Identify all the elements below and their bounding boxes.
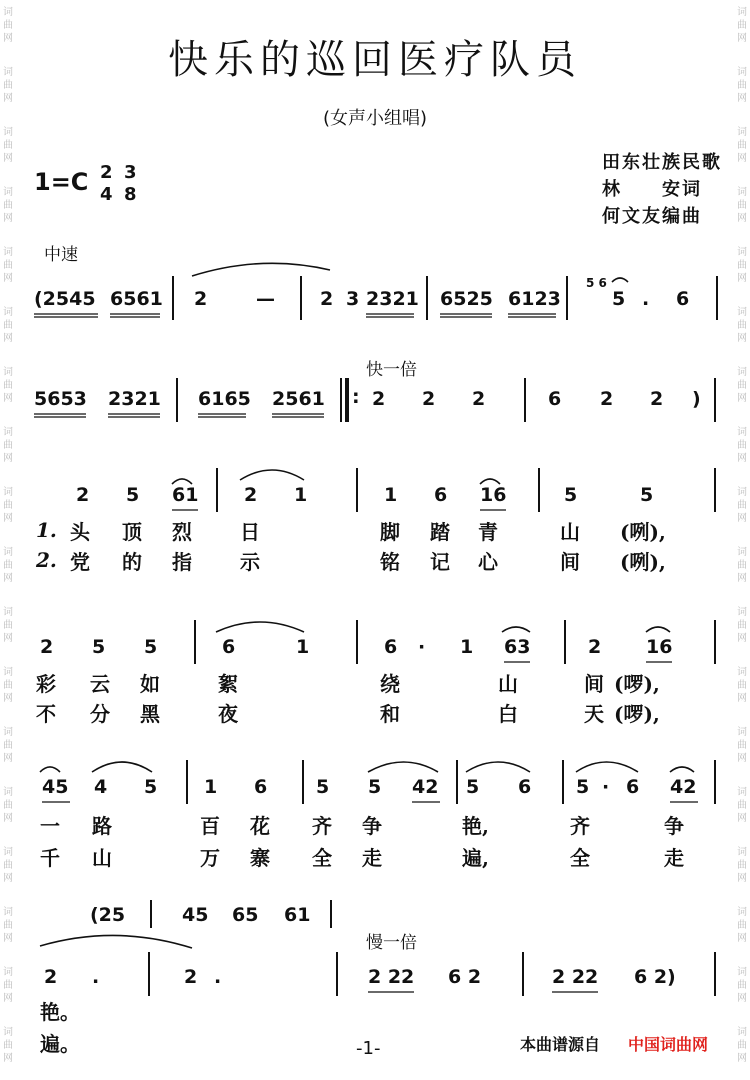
watermark-text: 词 曲 网	[3, 7, 13, 44]
note-dot: ·	[602, 776, 610, 798]
note: 1	[204, 776, 218, 798]
note: 2	[76, 484, 90, 506]
lyric: 千	[40, 846, 60, 870]
repeat-dots: :	[352, 386, 360, 408]
lyric: 走	[362, 846, 382, 870]
lyric: 脚	[380, 520, 400, 544]
slur	[480, 479, 500, 484]
watermark-text: 词 曲 网	[3, 247, 13, 284]
lyric: 全	[312, 846, 332, 870]
tempo-faster: 快一倍	[366, 360, 417, 380]
note-dot: .	[642, 288, 650, 310]
lyric-ending-verse-1: 艳。	[40, 1000, 80, 1024]
watermark-text: 词 曲 网	[3, 787, 13, 824]
watermark-text: 词 曲 网	[737, 127, 747, 164]
note: 4	[94, 776, 108, 798]
slur	[92, 762, 152, 772]
note-group: 2 22	[368, 966, 415, 988]
page-number: -1-	[356, 1038, 381, 1059]
lyric: 絮	[218, 672, 238, 696]
note: 2	[320, 288, 334, 310]
lyric: 绕	[380, 672, 400, 696]
tempo-slower: 慢一倍	[366, 933, 417, 953]
note: 5	[612, 288, 626, 310]
watermark-text: 词 曲 网	[737, 607, 747, 644]
time-sig-a-den: 4	[100, 184, 113, 205]
note: 2	[588, 636, 602, 658]
watermark-text: 词 曲 网	[3, 547, 13, 584]
lyric: 彩	[36, 672, 56, 696]
lyric: 艳,	[462, 814, 489, 838]
lyric: 间	[560, 550, 580, 574]
lyric: 党	[70, 550, 90, 574]
note-group: 2561	[272, 388, 325, 410]
watermark-text: 词 曲 网	[737, 907, 747, 944]
watermark-text: 词 曲 网	[3, 1027, 13, 1064]
lyric: 云	[90, 672, 110, 696]
watermark-text: 词 曲 网	[737, 7, 747, 44]
watermark-text: 词 曲 网	[3, 187, 13, 224]
note: 3	[346, 288, 360, 310]
watermark-text: 词 曲 网	[737, 247, 747, 284]
lyric: 夜	[218, 702, 238, 726]
note: 5	[368, 776, 382, 798]
watermark-text: 词 曲 网	[3, 967, 13, 1004]
slur	[502, 627, 530, 632]
note: 5	[144, 776, 158, 798]
note-group: 6 2)	[634, 966, 676, 988]
lyric: 天	[584, 702, 604, 726]
note-group: 6123	[508, 288, 561, 310]
note-group: 42	[670, 776, 697, 798]
watermark-text: 词 曲 网	[3, 607, 13, 644]
note-group: (2545	[34, 288, 96, 310]
note-group: 61	[172, 484, 199, 506]
lyric: 烈	[172, 520, 192, 544]
lyric: 山	[560, 520, 580, 544]
note: 6	[676, 288, 690, 310]
lyric: 万	[200, 846, 220, 870]
note: 1	[294, 484, 308, 506]
note: 2	[372, 388, 386, 410]
note-group: 6165	[198, 388, 251, 410]
time-sig-b-num: 3	[124, 162, 137, 183]
lyric: 头	[70, 520, 90, 544]
watermark-text: 词 曲 网	[737, 727, 747, 764]
lyric: 争	[664, 814, 684, 838]
note: 5	[126, 484, 140, 506]
tempo-start: 中速	[44, 245, 78, 265]
note-group: 6 2	[448, 966, 482, 988]
note: 1	[296, 636, 310, 658]
lyric: 不	[36, 702, 56, 726]
lyric: 走	[664, 846, 684, 870]
lyric: 路	[92, 814, 112, 838]
lyric: 花	[250, 814, 270, 838]
note-group: 42	[412, 776, 439, 798]
note: 2	[472, 388, 486, 410]
slur	[670, 767, 694, 772]
lyric: 间	[584, 672, 604, 696]
lyric: 分	[90, 702, 110, 726]
lyric: (啰),	[614, 672, 660, 696]
watermark-text: 词 曲 网	[737, 307, 747, 344]
watermark-text: 词 曲 网	[3, 667, 13, 704]
accompaniment-notes: 65	[232, 904, 259, 926]
lyric: 铭	[380, 550, 400, 574]
note-dot: ·	[418, 636, 426, 658]
watermark-text: 词 曲 网	[3, 367, 13, 404]
lyric: (咧),	[620, 520, 666, 544]
note: 2	[44, 966, 58, 988]
slur	[646, 627, 670, 632]
credit-arranger: 何文友编曲	[602, 206, 702, 227]
fermata-arc	[612, 278, 628, 282]
note-group: 16	[480, 484, 507, 506]
slur	[216, 622, 304, 632]
watermark-text: 词 曲 网	[3, 67, 13, 104]
watermark-text: 词 曲 网	[3, 487, 13, 524]
lyric-ending-verse-2: 遍。	[40, 1032, 80, 1056]
slur	[172, 479, 192, 484]
lyric: 寨	[250, 846, 270, 870]
watermark-text: 词 曲 网	[737, 1027, 747, 1064]
note-group: 2321	[108, 388, 161, 410]
slur	[576, 762, 638, 772]
watermark-text: 词 曲 网	[3, 127, 13, 164]
lyric: 踏	[430, 520, 450, 544]
performance-note: (女声小组唱)	[322, 108, 428, 129]
verse-number: 1.	[36, 518, 57, 542]
lyric: 一	[40, 814, 60, 838]
lyric: 日	[240, 520, 260, 544]
slur	[40, 767, 60, 772]
lyric: 记	[430, 550, 450, 574]
slur	[240, 470, 304, 480]
credit-folk-source: 田东壮族民歌	[602, 152, 722, 173]
footer-site-name[interactable]: 中国词曲网	[628, 1035, 709, 1054]
grace-notes: 5 6	[586, 276, 607, 290]
note-group: 2321	[366, 288, 419, 310]
slur	[192, 263, 330, 276]
note: 1	[384, 484, 398, 506]
accompaniment-notes: 45	[182, 904, 209, 926]
watermark-text: 词 曲 网	[3, 907, 13, 944]
lyric: 心	[478, 550, 498, 574]
lyric: 青	[478, 520, 498, 544]
lyric: 黑	[140, 702, 160, 726]
slur	[40, 935, 192, 948]
watermark-text: 词 曲 网	[3, 307, 13, 344]
note-dash: —	[256, 288, 275, 310]
note: 5	[640, 484, 654, 506]
lyric: 山	[92, 846, 112, 870]
lyric: 白	[498, 702, 518, 726]
accompaniment-notes: (25	[90, 904, 126, 926]
note: 5	[576, 776, 590, 798]
note: 5	[144, 636, 158, 658]
note-group: 5653	[34, 388, 87, 410]
watermark-text: 词 曲 网	[737, 787, 747, 824]
watermark-text: 词 曲 网	[3, 847, 13, 884]
footer-source-label: 本曲谱源自	[520, 1035, 601, 1054]
watermark-text: 词 曲 网	[737, 967, 747, 1004]
note-group: 2 22	[552, 966, 599, 988]
watermark-text: 词 曲 网	[737, 847, 747, 884]
song-title: 快乐的巡回医疗队员	[168, 37, 582, 83]
key-signature: 1=C	[34, 168, 89, 196]
note: 5	[92, 636, 106, 658]
close-paren: )	[692, 388, 701, 410]
note-dot: .	[214, 966, 222, 988]
note: 6	[548, 388, 562, 410]
lyric: (咧),	[620, 550, 666, 574]
watermark-text: 词 曲 网	[737, 427, 747, 464]
note: 6	[384, 636, 398, 658]
watermark-text: 词 曲 网	[3, 427, 13, 464]
note: 5	[564, 484, 578, 506]
lyric: 遍,	[462, 846, 489, 870]
slur	[368, 762, 438, 772]
watermark-text: 词 曲 网	[737, 487, 747, 524]
time-sig-b-den: 8	[124, 184, 137, 205]
lyric: (啰),	[614, 702, 660, 726]
note: 6	[626, 776, 640, 798]
watermark-text: 词 曲 网	[737, 67, 747, 104]
watermark-text: 词 曲 网	[737, 367, 747, 404]
lyric: 全	[570, 846, 590, 870]
note: 2	[40, 636, 54, 658]
note-group: 16	[646, 636, 673, 658]
note-group: 6525	[440, 288, 493, 310]
lyric: 指	[172, 550, 192, 574]
watermark-text: 词 曲 网	[737, 547, 747, 584]
lyric: 齐	[570, 814, 590, 838]
note-dot: .	[92, 966, 100, 988]
credit-lyricist: 林 安词	[602, 179, 702, 200]
note: 2	[600, 388, 614, 410]
note-group: 6561	[110, 288, 163, 310]
watermark-text: 词 曲 网	[3, 727, 13, 764]
lyric: 顶	[122, 520, 142, 544]
note-group: 45	[42, 776, 69, 798]
note: 1	[460, 636, 474, 658]
time-sig-a-num: 2	[100, 162, 113, 183]
lyric: 百	[200, 814, 220, 838]
accompaniment-notes: 61	[284, 904, 311, 926]
slur	[466, 762, 530, 772]
note: 2	[184, 966, 198, 988]
lyric: 示	[240, 550, 260, 574]
lyric: 齐	[312, 814, 332, 838]
lyric: 和	[380, 702, 400, 726]
note: 5	[316, 776, 330, 798]
note: 2	[244, 484, 258, 506]
note: 6	[254, 776, 268, 798]
note: 6	[434, 484, 448, 506]
lyric: 争	[362, 814, 382, 838]
lyric: 如	[140, 672, 160, 696]
note: 2	[194, 288, 208, 310]
verse-number: 2.	[36, 548, 57, 572]
note: 6	[518, 776, 532, 798]
note: 6	[222, 636, 236, 658]
watermark-text: 词 曲 网	[737, 667, 747, 704]
lyric: 山	[498, 672, 518, 696]
watermark-text: 词 曲 网	[737, 187, 747, 224]
note-group: 63	[504, 636, 531, 658]
note: 2	[650, 388, 664, 410]
note: 2	[422, 388, 436, 410]
lyric: 的	[122, 550, 142, 574]
note: 5	[466, 776, 480, 798]
